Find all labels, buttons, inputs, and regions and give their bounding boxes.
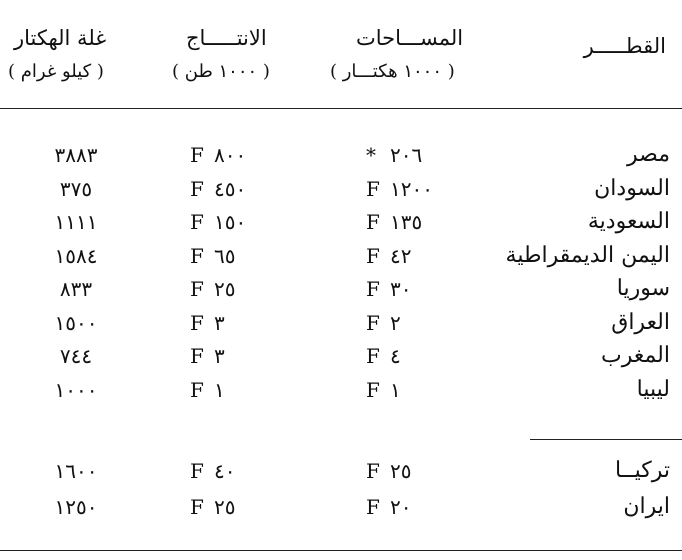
production-value: ٢٥ bbox=[214, 495, 236, 519]
table-row bbox=[0, 375, 682, 405]
table-row bbox=[0, 241, 682, 271]
table-row bbox=[0, 140, 682, 170]
footer-rule bbox=[0, 550, 682, 551]
table-row bbox=[0, 274, 682, 304]
production-flag: F bbox=[190, 176, 204, 201]
production-flag: F bbox=[190, 210, 204, 234]
header-country: القطـــــر bbox=[583, 34, 666, 58]
area-value: ١ bbox=[390, 377, 401, 402]
country-name: تركيــا bbox=[615, 458, 670, 483]
production-flag: F bbox=[190, 495, 204, 519]
yield-value: ٣٧٥ bbox=[59, 176, 93, 201]
area-flag: F bbox=[366, 344, 380, 368]
area-flag: F bbox=[366, 277, 380, 301]
table-row bbox=[0, 207, 682, 237]
area-value: ١٢٠٠ bbox=[390, 176, 433, 201]
area-flag: F bbox=[366, 495, 380, 519]
country-name: السعودية bbox=[587, 209, 670, 234]
production-value: ١ bbox=[214, 377, 225, 402]
country-name: اليمن الديمقراطية bbox=[505, 242, 670, 268]
area-value: ٢٠٦ bbox=[390, 143, 423, 167]
table-row bbox=[0, 174, 682, 204]
table-row bbox=[0, 456, 682, 486]
production-value: ٤٠ bbox=[214, 459, 236, 483]
yield-value: ٧٤٤ bbox=[59, 344, 93, 368]
production-flag: F bbox=[190, 277, 204, 301]
production-flag: F bbox=[190, 143, 204, 167]
area-value: ٤٢ bbox=[390, 243, 412, 268]
country-name: ليبيا bbox=[636, 376, 670, 402]
country-name: العراق bbox=[611, 309, 670, 335]
header-production: الانتـــــاج bbox=[186, 26, 267, 50]
production-value: ٦٥ bbox=[214, 243, 236, 268]
area-value: ٣٠ bbox=[390, 277, 412, 301]
table-row bbox=[0, 308, 682, 338]
area-flag: * bbox=[366, 143, 376, 167]
area-flag: F bbox=[366, 377, 380, 402]
area-flag: F bbox=[366, 459, 380, 483]
header-area-unit: ( ١٠٠٠ هكتـــار ) bbox=[330, 61, 455, 82]
country-name: مصر bbox=[626, 142, 670, 167]
area-value: ٢٥ bbox=[390, 459, 412, 483]
yield-value: ١٥٨٤ bbox=[54, 243, 98, 268]
country-name: المغرب bbox=[601, 343, 670, 368]
area-flag: F bbox=[366, 243, 380, 268]
production-flag: F bbox=[190, 310, 204, 335]
yield-value: ١٠٠٠ bbox=[54, 377, 98, 402]
yield-value: ١٥٠٠ bbox=[54, 310, 98, 335]
production-value: ٤٥٠ bbox=[214, 176, 247, 201]
country-name: السودان bbox=[594, 175, 670, 201]
production-flag: F bbox=[190, 377, 204, 402]
header-area: المســـاحات bbox=[356, 26, 464, 50]
area-flag: F bbox=[366, 310, 380, 335]
production-value: ٣ bbox=[214, 344, 225, 368]
header-yield-unit: ( كيلو غرام ) bbox=[8, 61, 104, 82]
country-name: سوريا bbox=[616, 276, 670, 301]
area-flag: F bbox=[366, 176, 380, 201]
area-value: ٤ bbox=[390, 344, 401, 368]
area-flag: F bbox=[366, 210, 380, 234]
yield-value: ١٦٠٠ bbox=[54, 459, 98, 483]
group-divider bbox=[530, 439, 682, 440]
yield-value: ١٢٥٠ bbox=[54, 495, 98, 519]
production-value: ٨٠٠ bbox=[214, 143, 247, 167]
yield-value: ١١١١ bbox=[54, 210, 98, 234]
area-value: ٢٠ bbox=[390, 495, 412, 519]
production-value: ٢٥ bbox=[214, 277, 236, 301]
production-flag: F bbox=[190, 459, 204, 483]
table-row bbox=[0, 492, 682, 522]
production-flag: F bbox=[190, 344, 204, 368]
production-value: ١٥٠ bbox=[214, 210, 247, 234]
production-flag: F bbox=[190, 243, 204, 268]
area-value: ١٣٥ bbox=[390, 210, 423, 234]
country-name: ايران bbox=[623, 494, 670, 519]
header-yield: غلة الهكتار bbox=[14, 26, 107, 50]
header-rule bbox=[0, 108, 682, 109]
yield-value: ٨٣٣ bbox=[59, 277, 93, 301]
production-value: ٣ bbox=[214, 310, 225, 335]
yield-value: ٣٨٨٣ bbox=[54, 143, 98, 167]
area-value: ٢ bbox=[390, 310, 401, 335]
table-row bbox=[0, 341, 682, 371]
header-production-unit: ( ١٠٠٠ طن ) bbox=[172, 61, 270, 82]
